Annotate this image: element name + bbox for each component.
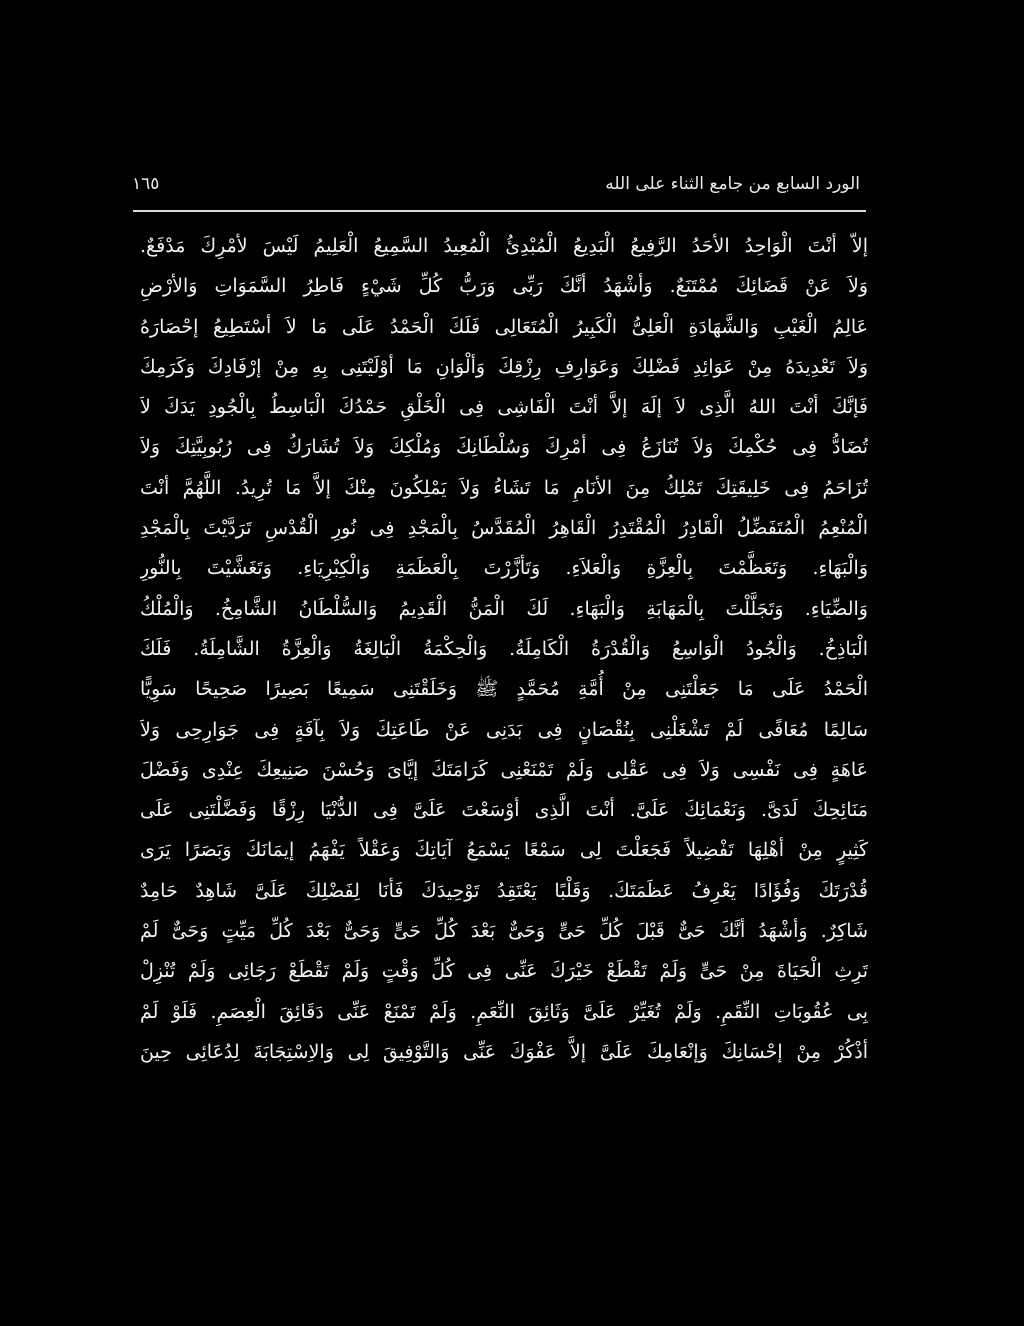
text-line: فَإنَّكَ أنْتَ اللهُ الَّذِى لاَ إلَهَ إلاَّ أنْتَ الْفَاشِى فِى الْخَلْقِ حَمْدُكَ الْبَاسِطُ بِالْجُودِ يَدَكَ لاَ (140, 396, 868, 419)
text-line: قُدْرَتَكَ وَفُؤَادًا يَعْرِفُ عَظَمَتَكَ. وَقَلْبًا يَعْتَقِدُ تَوْحِيدَكَ فَأنَا لِفَضْلِكَ عَلَىَّ شَاهِدٌ حَامِدٌ (140, 879, 868, 902)
text-line: الْحَمْدُ عَلَى مَا جَعَلْتَنِى مِنْ أُمَّةِ مُحَمَّدٍ ﷺ وَخَلَقْتَنِى سَمِيعًا بَصِيرًا صَحِيحًا سَوِيًّا (140, 678, 868, 701)
text-line: وَلاَ تَعْدِيدَهُ مِنْ عَوَائِدِ فَضْلِكَ وَعَوَارِفِ رِزْقِكَ وَألْوَانِ مَا أوْلَيْتَنِى بِهِ مِنْ إرْفَادِكَ وَكَرَمِكَ (140, 355, 868, 378)
text-line: الْبَاذِخُ. وَالْجُودُ الْوَاسِعُ وَالْقُدْرَةُ الْكَامِلَةُ. وَالْحِكْمَةُ الْبَالِغَةُ وَالْعِزَّةُ الشَّامِلَةُ. فَلَكَ (140, 637, 868, 660)
text-line: الْمُنْعِمُ الْمُتَفَضِّلُ الْقَادِرُ الْمُقْتَدِرُ الْقَاهِرُ الْمُقَدَّسُ بِالْمَجْدِ فِى نُورِ الْقُدْسِ تَرَدَّيْتَ بِالْمَجْدِ (140, 517, 868, 540)
body-text (140, 226, 868, 1072)
text-line: أذْكُرْ مِنْ إحْسَانِكَ وَإنْعَامِكَ عَلَىَّ إلاَّ عَفْوَكَ عَنِّى وَالتَّوْفِيقَ لِى وَالاِسْتِجَابَةَ لِدُعَائِى حِينَ (140, 1040, 868, 1063)
text-line: وَالْبَهَاءِ. وَتَعَظَّمْتَ بِالْعِزَّةِ وَالْعَلاَءِ. وَتَأزَّرْتَ بِالْعَظَمَةِ وَالْكِبْرِيَاءِ. وَتَغَشَّيْتَ بِالنُّورِ (140, 557, 868, 580)
text-line: إلاّ أنْتَ الْوَاحِدُ الأحَدُ الرَّفِيعُ الْبَدِيعُ الْمُبْدِئُ الْمُعِيدُ السَّمِيعُ الْعَلِيمُ لَيْسَ لأمْرِكَ مَدْفَعٌ. (140, 235, 868, 257)
text-line: عَاهَةٍ فِى نَفْسِى وَلاَ فِى عَقْلِى وَلَمْ تَمْنَعْنِى كَرَامَتَكَ إيَّاىَ وَحُسْنَ صَنِيعِكَ عِنْدِى وَفَضْلَ (140, 758, 868, 781)
text-line: عَالِمُ الْغَيْبِ وَالشَّهَادَةِ الْعَلِىُّ الْكَبِيرُ الْمُتَعَالِى فَلَكَ الْحَمْدُ عَلَى مَا لاَ أسْتَطِيعُ إحْصَارَهُ (140, 315, 868, 338)
text-line: بِى عُقُوبَاتِ النِّقَمِ. وَلَمْ تُغَيِّرْ عَلَىَّ وَثَائِقَ النِّعَمِ. وَلَمْ تَمْنَعْ عَنِّى دَقَائِقَ الْعِصَمِ. فَلَوْ لَمْ (140, 1000, 868, 1023)
text-line: وَالضِّيَاءِ. وَتَجَلَّلْتَ بِالْمَهَابَةِ وَالْبَهَاءِ. لَكَ الْمَنُّ الْقَدِيمُ وَالسُّلْطَانُ الشَّامِخُ. وَالْمُلْكُ (140, 597, 868, 620)
header-rule (133, 210, 866, 212)
text-line: تَرِثِ الْحَيَاةَ مِنْ حَىٍّ وَلَمْ تَقْطَعْ خَيْرَكَ عَنِّى فِى كُلِّ وَقْتٍ وَلَمْ تَقْطَعْ رَجَائِى وَلَمْ تُنْزِلْ (140, 960, 868, 983)
running-title: الورد السابع من جامع الثناء على الله (605, 174, 860, 194)
text-line: تُضَادُّ فِى حُكْمِكَ وَلاَ تُنَازَعُ فِى أمْرِكَ وَسُلْطَانِكَ وَمُلْكِكَ وَلاَ تُشَارَكُ فِى رُبُوبِيَّتِكَ وَلاَ (140, 436, 868, 459)
page-header (130, 170, 870, 202)
page-number: ١٦٥ (132, 174, 160, 194)
text-line: تُزَاحَمُ فِى خَلِيقَتِكَ تَمْلِكُ مِنَ الأنَامِ مَا تَشَاءُ وَلاَ يَمْلِكُونَ مِنْكَ إلاَّ مَا تُرِيدُ. اللَّهُمَّ أنْتَ (140, 476, 868, 499)
text-line: وَلاَ عَنْ قَضَائِكَ مُمْتَنَعٌ. وَأشْهَدُ أنَّكَ رَبِّى وَرَبُّ كُلِّ شَيْءٍ فَاطِرُ السَّمَوَاتِ وَالأرْضِ (140, 275, 868, 298)
text-line: شَاكِرٌ. وَأشْهَدُ أنَّكَ حَىٌّ قَبْلَ كُلِّ حَىٍّ وَحَىٌّ بَعْدَ كُلِّ حَىٍّ وَحَىٌّ بَعْدَ كُلِّ مَيِّتٍ وَحَىٌّ لَمْ (140, 920, 868, 943)
text-line: كَثِيرٍ مِنْ أهْلِهَا تَفْضِيلاً فَجَعَلْتَ لِى سَمْعًا يَسْمَعُ آيَاتِكَ وَعَقْلاً يَفْهَمُ إيمَانَكَ وَبَصَرًا يَرَى (140, 839, 868, 862)
text-line: سَالِمًا مُعَافًى لَمْ تَشْغَلْنِى بِنُقْصَانٍ فِى بَدَنِى عَنْ طَاعَتِكَ وَلاَ بِآفَةٍ فِى جَوَارِحِى وَلاَ (140, 718, 868, 741)
text-line: مَنَائِحِكَ لَدَىَّ. وَنَعْمَائِكَ عَلَىَّ. أنْتَ الَّذِى أوْسَعْتَ عَلَىَّ فِى الدُّنْيَا رِزْقًا وَفَضَّلْتَنِى عَلَى (140, 799, 868, 822)
